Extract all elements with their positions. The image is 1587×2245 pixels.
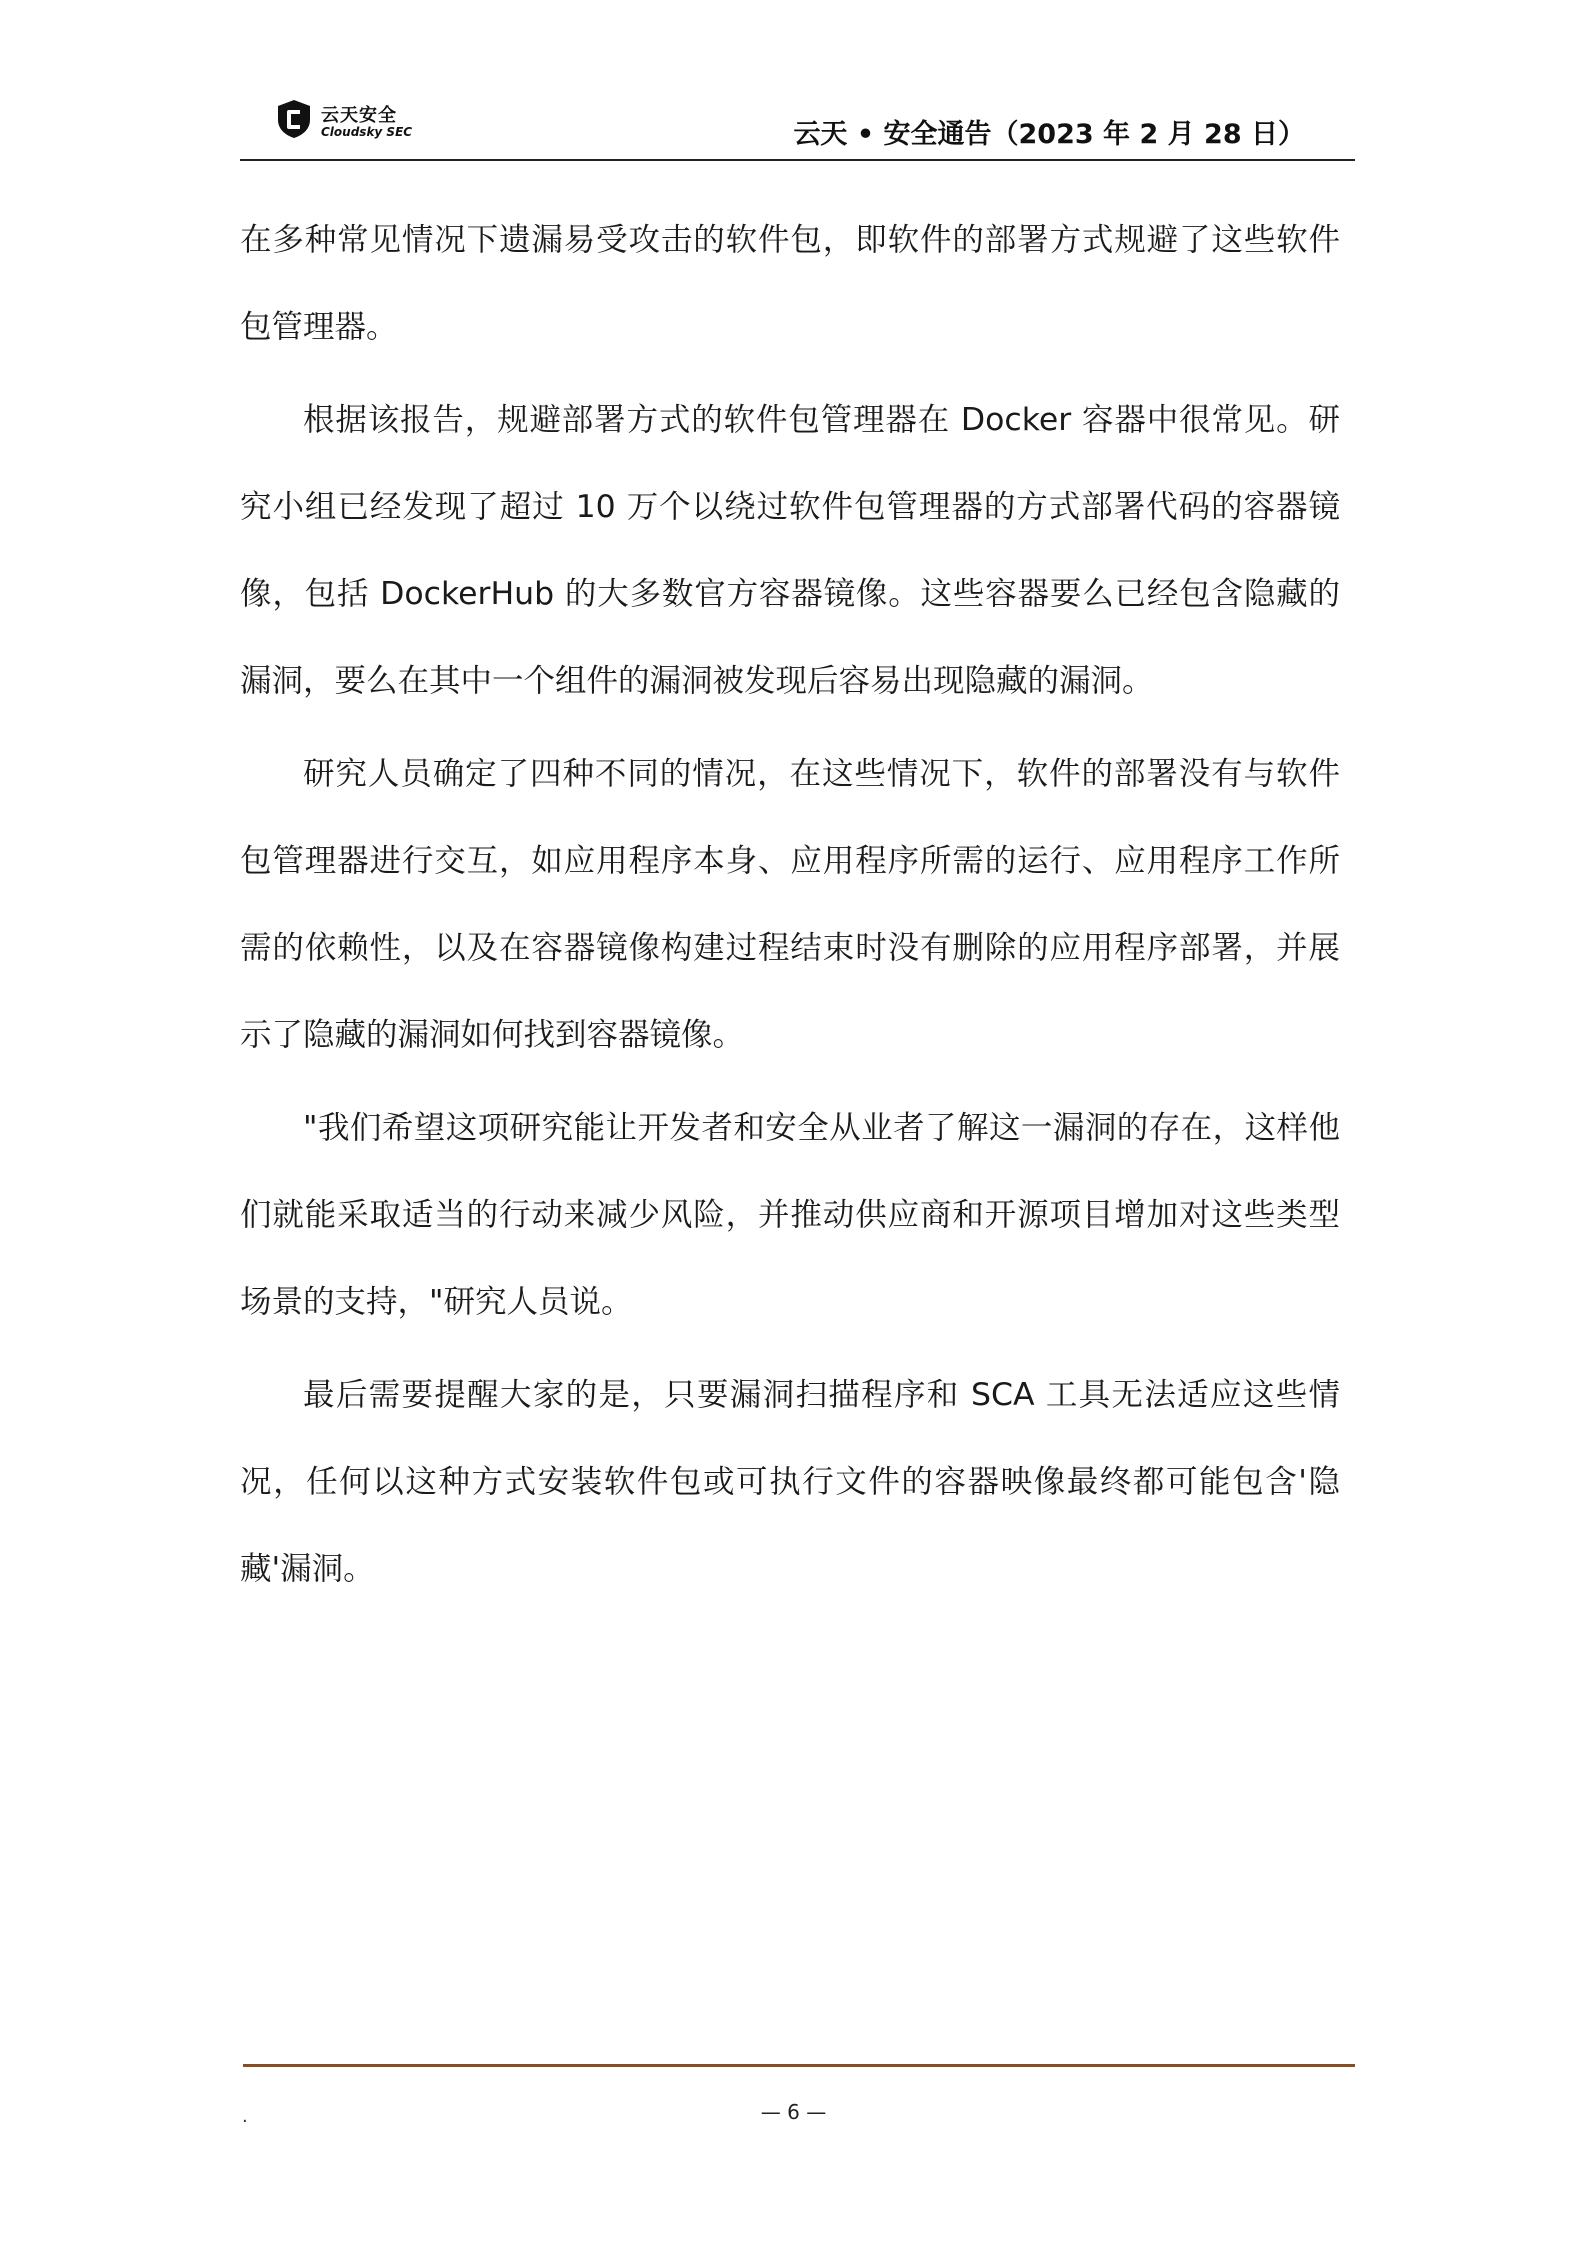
paragraph: 最后需要提醒大家的是，只要漏洞扫描程序和 SCA 工具无法适应这些情况，任何以这种方式安装软件包或可执行文件的容器映像最终都可能包含'隐藏'漏洞。	[240, 1377, 1340, 1587]
paragraph: 研究人员确定了四种不同的情况，在这些情况下，软件的部署没有与软件包管理器进行交互，如应用程序本身、应用程序所需的运行、应用程序工作所需的依赖性，以及在容器镜像构建过程结束时没有删除的应用程序部署，并展示了隐藏的漏洞如何找到容器镜像。	[240, 756, 1340, 1053]
paragraph: "我们希望这项研究能让开发者和安全从业者了解这一漏洞的存在，这样他们就能采取适当的行动来减少风险，并推动供应商和开源项目增加对这些类型场景的支持，"研究人员说。	[240, 1110, 1340, 1320]
page-number: — 6 —	[760, 2100, 827, 2124]
shield-logo-icon	[274, 98, 314, 140]
footer-dot: .	[242, 2106, 248, 2127]
paragraph: 在多种常见情况下遗漏易受攻击的软件包，即软件的部署方式规避了这些软件包管理器。	[240, 222, 1340, 345]
document-body	[240, 205, 1340, 1619]
paragraph: 根据该报告，规避部署方式的软件包管理器在 Docker 容器中很常见。研究小组已经发现了超过 10 万个以绕过软件包管理器的方式部署代码的容器镜像，包括 DockerHub 的大多数官方容器镜像。这些容器要么已经包含隐藏的漏洞，要么在其中一个组件的漏洞被发现后容易出现隐藏的漏洞。	[240, 402, 1340, 699]
bulletin-title: 云天 • 安全通告（2023 年 2 月 28 日）	[793, 119, 1305, 150]
logo-english-name: Cloudsky SEC	[321, 125, 413, 139]
header-divider	[240, 159, 1355, 161]
logo-chinese-name: 云天安全	[321, 105, 397, 126]
footer-divider	[243, 2064, 1355, 2067]
cloudsky-logo	[274, 98, 424, 146]
page-header	[240, 92, 1355, 160]
